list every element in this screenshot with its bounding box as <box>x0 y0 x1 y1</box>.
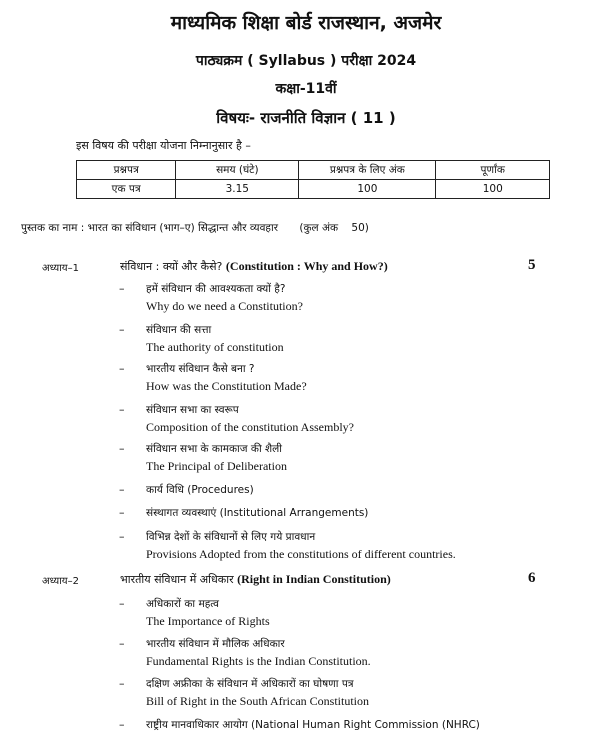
table-header-cell: समय (घंटे) <box>176 161 299 180</box>
item-hindi: कार्य विधि (Procedures) <box>146 484 254 496</box>
item-english: How was the Constitution Made? <box>146 379 307 393</box>
item-hindi: संस्थागत व्यवस्थाएं (Institutional Arrangements) <box>146 507 369 519</box>
item-hindi: संविधान सभा का स्वरूप <box>146 404 239 416</box>
item-hindi: भारतीय संविधान में मौलिक अधिकार <box>146 638 285 650</box>
item-hindi: दक्षिण अफ्रीका के संविधान में अधिकारों का घोषणा पत्र <box>146 678 354 690</box>
table-header-cell: पूर्णांक <box>436 161 550 180</box>
table-cell: 100 <box>299 180 436 199</box>
chapter-label: अध्याय–2 <box>42 576 79 587</box>
dash-bullet: – <box>119 483 125 496</box>
item-english: Bill of Right in the South African Constitution <box>146 694 370 708</box>
item-hindi: हमें संविधान की आवश्यकता क्यों है? <box>146 283 286 295</box>
item-hindi: अधिकारों का महत्व <box>146 598 219 610</box>
chapter-title-english: (Constitution : Why and How?) <box>225 259 388 273</box>
table-cell: 3.15 <box>176 180 299 199</box>
table-cell: एक पत्र <box>77 180 176 199</box>
item-english: The Importance of Rights <box>146 614 270 628</box>
table-cell: 100 <box>436 180 550 199</box>
item-english: Provisions Adopted from the constitutions of different countries. <box>146 547 456 561</box>
dash-bullet: – <box>119 323 125 336</box>
exam-table <box>76 160 550 199</box>
dash-bullet: – <box>119 530 125 543</box>
item-hindi: विभिन्न देशों के संविधानों से लिए गये प्रावधान <box>146 531 316 543</box>
item-english: Why do we need a Constitution? <box>146 299 303 313</box>
dash-bullet: – <box>119 362 125 375</box>
table-header-cell: प्रश्नपत्र के लिए अंक <box>299 161 436 180</box>
chapter-marks: 6 <box>528 570 536 586</box>
item-hindi: संविधान सभा के कामकाज की शैली <box>146 443 283 455</box>
subject-title: विषयः- राजनीति विज्ञान ( 11 ) <box>216 109 396 127</box>
item-english: Fundamental Rights is the Indian Constitution. <box>146 654 371 668</box>
dash-bullet: – <box>119 442 125 455</box>
book-marks-label: (कुल अंक <box>299 222 339 234</box>
board-title: माध्यमिक शिक्षा बोर्ड राजस्थान, अजमेर <box>170 12 442 34</box>
item-english: The Principal of Deliberation <box>146 459 287 473</box>
dash-bullet: – <box>119 677 125 690</box>
chapter-title-english: (Right in Indian Constitution) <box>237 572 391 586</box>
syllabus-line: पाठ्यक्रम ( Syllabus ) परीक्षा 2024 <box>195 53 417 69</box>
chapter-title <box>120 259 388 274</box>
item-hindi: संविधान की सत्ता <box>146 324 212 336</box>
dash-bullet: – <box>119 506 125 519</box>
chapter-marks: 5 <box>528 257 536 273</box>
item-english: Composition of the constitution Assembly? <box>146 420 354 434</box>
item-hindi: राष्ट्रीय मानवाधिकार आयोग (National Human Right Commission (NHRC) <box>146 719 480 731</box>
dash-bullet: – <box>119 718 125 731</box>
table-header-row <box>77 161 550 180</box>
dash-bullet: – <box>119 403 125 416</box>
dash-bullet: – <box>119 597 125 610</box>
book-line <box>21 221 369 235</box>
dash-bullet: – <box>119 282 125 295</box>
intro-text: इस विषय की परीक्षा योजना निम्नानुसार है – <box>76 139 251 152</box>
item-english: The authority of constitution <box>146 340 284 354</box>
dash-bullet: – <box>119 637 125 650</box>
table-row <box>77 180 550 199</box>
chapter-label: अध्याय–1 <box>42 263 79 274</box>
book-name: पुस्तक का नाम : भारत का संविधान (भाग–ए) सिद्धान्त और व्यवहार <box>21 222 278 234</box>
table-header-cell: प्रश्नपत्र <box>77 161 176 180</box>
chapter-title-hindi: भारतीय संविधान में अधिकार <box>120 573 234 586</box>
chapter-title <box>120 572 391 587</box>
item-hindi: भारतीय संविधान कैसे बना ? <box>146 363 255 375</box>
class-title: कक्षा-11वीं <box>275 81 337 97</box>
chapter-title-hindi: संविधान : क्यों और कैसे? <box>120 260 223 273</box>
book-marks-value: 50) <box>351 222 369 234</box>
